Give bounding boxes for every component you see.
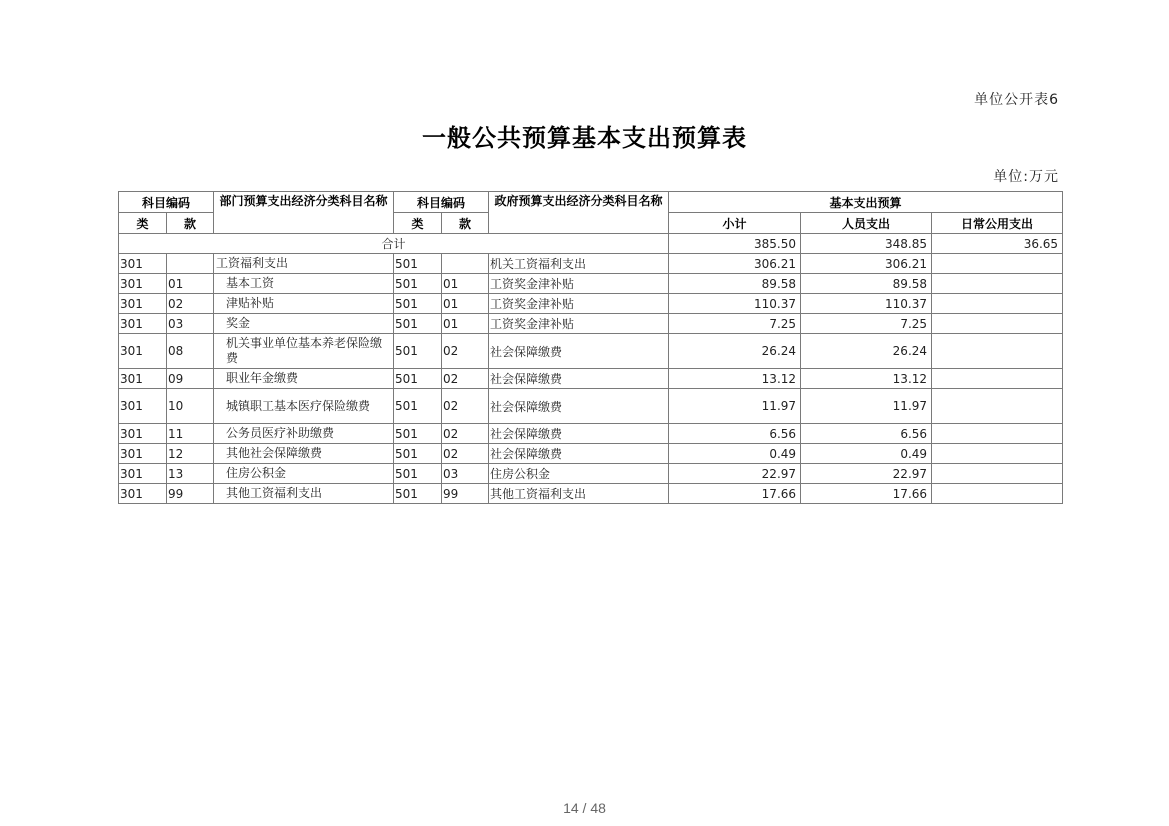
dept-name-cell: 工资福利支出: [214, 254, 394, 274]
dept-item-cell: 12: [167, 444, 214, 464]
public-cell: [932, 254, 1063, 274]
gov-item-cell: 02: [442, 334, 489, 369]
table-row: [119, 424, 1063, 444]
gov-item-header: 款: [442, 213, 489, 234]
gov-name-header: 政府预算支出经济分类科目名称: [489, 192, 669, 234]
dept-item-cell: 03: [167, 314, 214, 334]
total-row: [119, 234, 1063, 254]
dept-name-cell: 基本工资: [214, 274, 394, 294]
table-row: [119, 274, 1063, 294]
gov-name-cell: 工资奖金津补贴: [489, 294, 669, 314]
page-title: 一般公共预算基本支出预算表: [422, 124, 747, 152]
table-row: [119, 294, 1063, 314]
gov-item-cell: [442, 254, 489, 274]
gov-name-cell: 工资奖金津补贴: [489, 314, 669, 334]
dept-item-cell: 10: [167, 389, 214, 424]
dept-item-cell: 02: [167, 294, 214, 314]
subtotal-header: 小计: [669, 213, 801, 234]
gov-item-cell: 02: [442, 369, 489, 389]
dept-name-cell: 城镇职工基本医疗保险缴费: [214, 389, 394, 424]
gov-class-cell: 501: [394, 274, 442, 294]
public-cell: [932, 424, 1063, 444]
personnel-cell: 110.37: [801, 294, 932, 314]
page-indicator: 14 / 48: [563, 800, 606, 816]
gov-class-cell: 501: [394, 334, 442, 369]
public-header: 日常公用支出: [932, 213, 1063, 234]
dept-class-cell: 301: [119, 389, 167, 424]
public-cell: [932, 389, 1063, 424]
dept-class-cell: 301: [119, 424, 167, 444]
dept-name-cell: 其他社会保障缴费: [214, 444, 394, 464]
dept-name-cell: 住房公积金: [214, 464, 394, 484]
dept-name-cell: 津贴补贴: [214, 294, 394, 314]
table-row: [119, 389, 1063, 424]
gov-name-cell: 社会保障缴费: [489, 424, 669, 444]
dept-class-cell: 301: [119, 484, 167, 504]
public-cell: [932, 274, 1063, 294]
dept-name-cell: 机关事业单位基本养老保险缴费: [214, 334, 394, 369]
gov-item-cell: 02: [442, 389, 489, 424]
gov-class-cell: 501: [394, 314, 442, 334]
subtotal-cell: 89.58: [669, 274, 801, 294]
public-cell: [932, 464, 1063, 484]
public-cell: [932, 314, 1063, 334]
table-row: [119, 369, 1063, 389]
personnel-header: 人员支出: [801, 213, 932, 234]
dept-item-cell: 13: [167, 464, 214, 484]
gov-item-cell: 99: [442, 484, 489, 504]
subtotal-cell: 306.21: [669, 254, 801, 274]
subtotal-cell: 22.97: [669, 464, 801, 484]
dept-item-cell: 99: [167, 484, 214, 504]
total-label: 合计: [119, 234, 669, 254]
personnel-cell: 17.66: [801, 484, 932, 504]
subtotal-cell: 6.56: [669, 424, 801, 444]
gov-name-cell: 其他工资福利支出: [489, 484, 669, 504]
gov-code-header: 科目编码: [394, 192, 489, 213]
table-row: [119, 314, 1063, 334]
gov-class-cell: 501: [394, 369, 442, 389]
dept-class-cell: 301: [119, 369, 167, 389]
personnel-cell: 6.56: [801, 424, 932, 444]
personnel-cell: 306.21: [801, 254, 932, 274]
gov-class-cell: 501: [394, 389, 442, 424]
dept-item-cell: 08: [167, 334, 214, 369]
personnel-cell: 13.12: [801, 369, 932, 389]
dept-class-header: 类: [119, 213, 167, 234]
dept-item-cell: [167, 254, 214, 274]
dept-item-cell: 01: [167, 274, 214, 294]
basic-budget-header: 基本支出预算: [669, 192, 1063, 213]
gov-name-cell: 社会保障缴费: [489, 444, 669, 464]
subtotal-cell: 13.12: [669, 369, 801, 389]
gov-class-cell: 501: [394, 294, 442, 314]
gov-class-header: 类: [394, 213, 442, 234]
table-row: [119, 254, 1063, 274]
dept-name-cell: 其他工资福利支出: [214, 484, 394, 504]
gov-item-cell: 02: [442, 424, 489, 444]
dept-class-cell: 301: [119, 274, 167, 294]
subtotal-cell: 11.97: [669, 389, 801, 424]
dept-item-cell: 11: [167, 424, 214, 444]
dept-class-cell: 301: [119, 254, 167, 274]
gov-item-cell: 03: [442, 464, 489, 484]
dept-name-cell: 职业年金缴费: [214, 369, 394, 389]
public-cell: [932, 484, 1063, 504]
dept-class-cell: 301: [119, 314, 167, 334]
total-public: 36.65: [932, 234, 1063, 254]
total-personnel: 348.85: [801, 234, 932, 254]
subtotal-cell: 26.24: [669, 334, 801, 369]
dept-code-header: 科目编码: [119, 192, 214, 213]
personnel-cell: 0.49: [801, 444, 932, 464]
subtotal-cell: 7.25: [669, 314, 801, 334]
gov-class-cell: 501: [394, 464, 442, 484]
gov-item-cell: 01: [442, 294, 489, 314]
gov-item-cell: 01: [442, 274, 489, 294]
dept-name-cell: 奖金: [214, 314, 394, 334]
dept-class-cell: 301: [119, 464, 167, 484]
gov-class-cell: 501: [394, 444, 442, 464]
dept-item-cell: 09: [167, 369, 214, 389]
gov-name-cell: 社会保障缴费: [489, 334, 669, 369]
gov-class-cell: 501: [394, 424, 442, 444]
gov-class-cell: 501: [394, 484, 442, 504]
subtotal-cell: 110.37: [669, 294, 801, 314]
subtotal-cell: 17.66: [669, 484, 801, 504]
table-row: [119, 444, 1063, 464]
public-cell: [932, 334, 1063, 369]
gov-name-cell: 工资奖金津补贴: [489, 274, 669, 294]
public-cell: [932, 294, 1063, 314]
dept-name-header: 部门预算支出经济分类科目名称: [214, 192, 394, 234]
personnel-cell: 89.58: [801, 274, 932, 294]
unit-label: 单位:万元: [993, 169, 1059, 185]
personnel-cell: 26.24: [801, 334, 932, 369]
personnel-cell: 22.97: [801, 464, 932, 484]
gov-item-cell: 02: [442, 444, 489, 464]
dept-item-header: 款: [167, 213, 214, 234]
gov-name-cell: 社会保障缴费: [489, 369, 669, 389]
gov-class-cell: 501: [394, 254, 442, 274]
gov-name-cell: 社会保障缴费: [489, 389, 669, 424]
public-cell: [932, 369, 1063, 389]
subtotal-cell: 0.49: [669, 444, 801, 464]
budget-table: [118, 191, 1063, 504]
dept-class-cell: 301: [119, 334, 167, 369]
gov-item-cell: 01: [442, 314, 489, 334]
personnel-cell: 11.97: [801, 389, 932, 424]
table-row: [119, 334, 1063, 369]
table-row: [119, 464, 1063, 484]
total-subtotal: 385.50: [669, 234, 801, 254]
table-row: [119, 484, 1063, 504]
dept-name-cell: 公务员医疗补助缴费: [214, 424, 394, 444]
personnel-cell: 7.25: [801, 314, 932, 334]
gov-name-cell: 机关工资福利支出: [489, 254, 669, 274]
dept-class-cell: 301: [119, 444, 167, 464]
form-number: 单位公开表6: [974, 92, 1059, 108]
public-cell: [932, 444, 1063, 464]
dept-class-cell: 301: [119, 294, 167, 314]
gov-name-cell: 住房公积金: [489, 464, 669, 484]
